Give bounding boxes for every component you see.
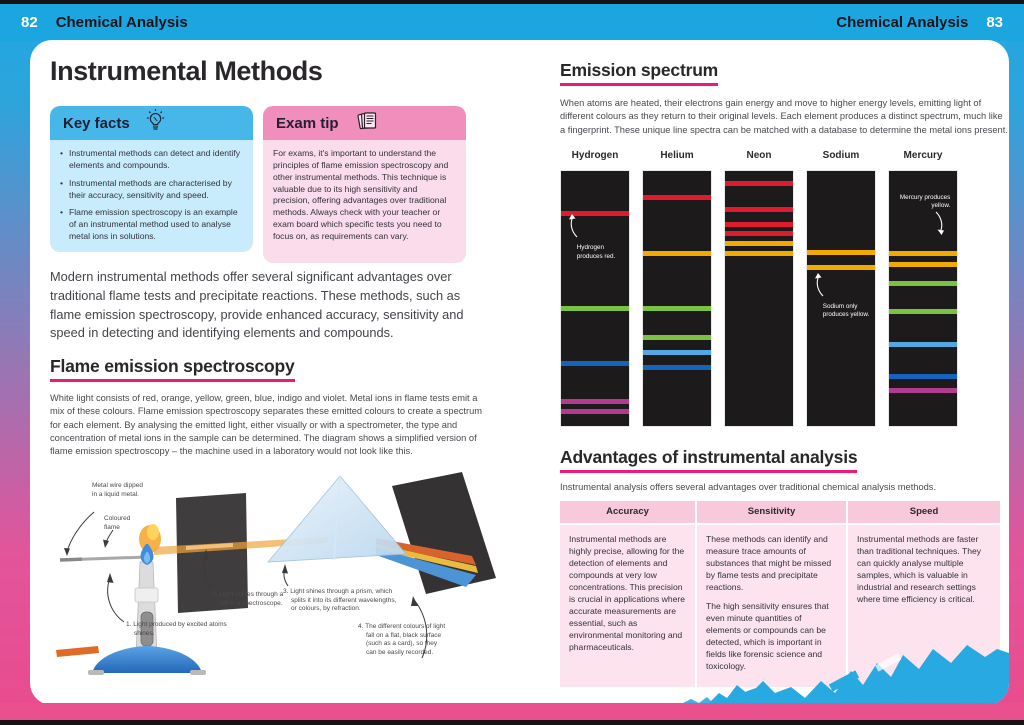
right-page-number: 83 (986, 14, 1003, 31)
advantages-cell-paragraph: The high sensitivity ensures that even minute quantities of elements or compounds can be detected, which is important in fields like forensic science and toxicology. (706, 601, 829, 672)
top-edge (0, 0, 1024, 4)
spectrum-annotation (894, 194, 955, 240)
diagram-label-step2: 2. Light shines through a slit in a spectroscope. (212, 591, 284, 607)
left-page-number: 82 (21, 14, 38, 31)
spectral-line (643, 335, 711, 340)
spectral-line (725, 231, 793, 236)
spectral-line (561, 361, 629, 366)
header-bar (0, 4, 1024, 41)
spectral-line (889, 281, 957, 286)
diagram-label-wire: Metal wire dipped in a liquid metal. (92, 482, 143, 498)
page-title: Instrumental Methods (50, 56, 323, 86)
flame-section-heading: Flame emission spectroscopy (50, 356, 295, 382)
spectral-line (643, 251, 711, 256)
spectrum-bar (561, 171, 629, 426)
spectrum-annotation (566, 214, 627, 260)
page-content (30, 40, 1009, 705)
spectral-line (725, 181, 793, 186)
spectral-line (643, 350, 711, 355)
spectrum-element-label: Helium (660, 150, 694, 161)
paint-splash-decoration (679, 643, 1009, 705)
flame-spectroscopy-diagram (40, 460, 540, 705)
key-facts-title: Key facts (63, 114, 130, 132)
spectral-line (889, 388, 957, 393)
spectrum-bar (807, 171, 875, 426)
spectral-line (807, 265, 875, 270)
advantages-cell-paragraph: Instrumental methods are highly precise, allowing for the detection of elements and compounds at very low concentrations. This precision is crucial in applications where accurate measurements are essential, such as environmental monitoring and pharmaceuticals. (569, 534, 686, 653)
spectrum-annotation-text: Sodium only produces yellow. (822, 303, 870, 319)
advantages-cell-paragraph: Instrumental methods are faster than traditional techniques. They can quickly analyse multiple samples, which is valuable in industrial and research settings where time efficiency is critical. (857, 534, 982, 605)
key-facts-body (50, 140, 253, 252)
spectral-line (889, 309, 957, 314)
right-chapter-title: Chemical Analysis (836, 14, 969, 31)
advantages-cell-paragraph: These methods can identify and measure trace amounts of substances that might be missed by flame tests and precipitate reactions. (706, 534, 832, 593)
spectral-line (889, 342, 957, 347)
diagram-label-step3: 3. Light shines through a prism, which splits it into its different wavelengths, or colours, by refraction. (283, 588, 397, 613)
spectrum-bar (889, 171, 957, 426)
spectral-line (725, 222, 793, 227)
spectral-line (725, 251, 793, 256)
emission-paragraph: When atoms are heated, their electrons gain energy and move to higher energy levels, emitting light of different colours as they return to their original levels. Each element produces a distinct spectrum, much like a fingerprint. These unique line spectra can be matched with a database to determine the metal ions present. (560, 98, 1008, 135)
spectrum-element-label: Hydrogen (571, 150, 619, 161)
spectral-line (643, 365, 711, 370)
spectral-line (561, 399, 629, 404)
spectrum-bar (725, 171, 793, 426)
key-fact-item: • Instrumental methods are characterised by their accuracy, sensitivity and speed. (60, 178, 243, 202)
key-facts-box (50, 106, 253, 252)
annotation-arrow-icon (568, 214, 580, 243)
flame-section-paragraph: White light consists of red, orange, yellow, green, blue, indigo and violet. Metal ions in flame tests emit a mix of these colours. Flame emission spectroscopy separates these emitted colours to create a spectrum for each element. By analysing the emitted light, either visually or with a spectrometer, the type and concentration of metal ions in the sample can be determined. The diagram shows a simplified version of flame emission spectroscopy – the machine used in a laboratory would not look like this. (50, 393, 482, 457)
spectrum-hydrogen (561, 150, 629, 426)
annotation-arrow-icon (933, 211, 945, 240)
spectral-line (889, 251, 957, 256)
exam-tip-header (263, 106, 466, 140)
advantages-column-header: Speed (848, 501, 1000, 523)
spectral-line (725, 207, 793, 212)
spectral-line (561, 409, 629, 414)
lightbulb-icon (146, 109, 165, 138)
spectral-line (561, 306, 629, 311)
advantages-column-accuracy (560, 501, 695, 687)
notes-icon (355, 109, 379, 138)
advantages-heading: Advantages of instrumental analysis (560, 447, 857, 473)
spectrum-annotation (812, 273, 873, 319)
advantages-column-header: Sensitivity (697, 501, 846, 523)
spectrum-bar (643, 171, 711, 426)
exam-tip-body: For exams, it's important to understand the principles of flame emission spectroscopy and other instrumental methods. This technique is valuable due to its high sensitivity and precision, offering advantages over traditional methods. Always check with your teacher or exam board which specific tests you need to focus on, as requirements can vary. (263, 140, 466, 263)
spectrum-sodium (807, 150, 875, 426)
spectral-line (725, 241, 793, 246)
header-right (836, 14, 1003, 31)
diagram-label-step1: 1. Light produced by excited atoms shines. (126, 621, 227, 637)
intro-paragraph: Modern instrumental methods offer several significant advantages over traditional flame tests and precipitate reactions. These methods, such as flame emission spectroscopy, provide enhanced accuracy, sensitivity and speed in detecting and identifying elements and compounds. (50, 269, 464, 341)
exam-tip-title: Exam tip (276, 114, 339, 132)
spectrum-neon (725, 150, 793, 426)
advantages-paragraph: Instrumental analysis offers several advantages over traditional chemical analysis methods. (560, 482, 937, 492)
key-facts-header (50, 106, 253, 140)
diagram-label-flame: Coloured flame (104, 515, 131, 531)
exam-tip-box (263, 106, 466, 263)
bottom-edge (0, 720, 1024, 725)
spectrum-element-label: Mercury (903, 150, 943, 161)
spectrum-element-label: Neon (746, 150, 772, 161)
spectrum-annotation-text: Mercury produces yellow. (899, 193, 951, 210)
footer-bar (0, 703, 1024, 720)
key-fact-item: • Instrumental methods can detect and identify elements and compounds. (60, 148, 243, 172)
advantages-column-header: Accuracy (560, 501, 695, 523)
spectral-line (643, 306, 711, 311)
advantages-column-cell (560, 525, 695, 687)
spectrum-element-label: Sodium (822, 150, 860, 161)
header-left (21, 14, 188, 31)
spectrum-mercury (889, 150, 957, 426)
emission-spectra (561, 150, 957, 426)
emission-heading: Emission spectrum (560, 60, 718, 86)
spectral-line (889, 374, 957, 379)
spectrum-annotation-text: Hydrogen produces red. (576, 244, 616, 260)
diagram-label-step4: 4. The different colours of light fall on a flat, black surface (such as a card), so they can be easily recorded. (358, 623, 446, 656)
spectral-line (643, 195, 711, 200)
left-chapter-title: Chemical Analysis (55, 14, 188, 31)
annotation-arrow-icon (814, 273, 826, 302)
spectral-line (889, 262, 957, 267)
spectrum-helium (643, 150, 711, 426)
key-facts-list (60, 148, 243, 243)
key-fact-item: • Flame emission spectroscopy is an example of an instrumental method used to analyse metal ions in solutions. (60, 207, 243, 243)
spectral-line (807, 250, 875, 255)
